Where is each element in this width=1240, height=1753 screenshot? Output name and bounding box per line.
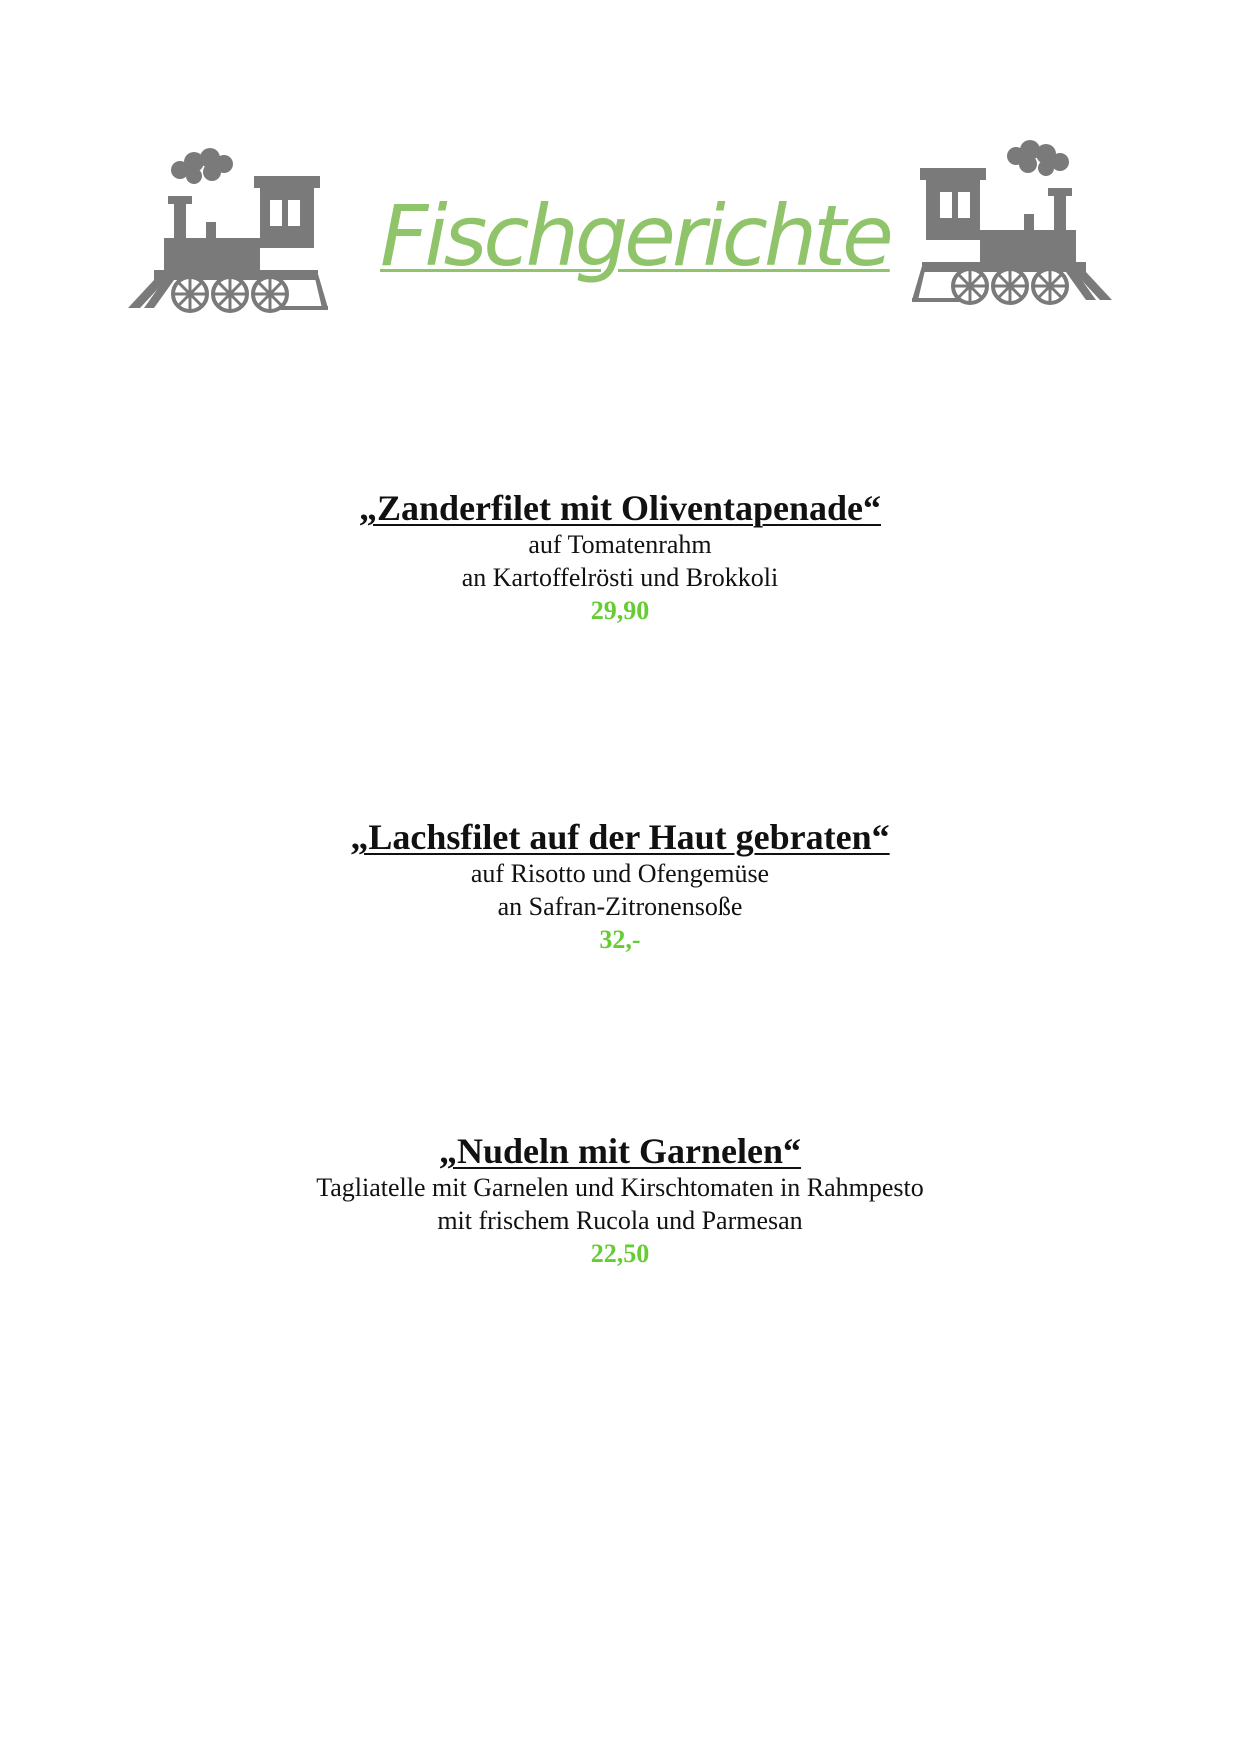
dish-name: „Lachsfilet auf der Haut gebraten“ [350, 817, 890, 857]
dish-description: an Safran-Zitronensoße [497, 892, 743, 921]
dish-description: an Kartoffelrösti und Brokkoli [461, 563, 779, 592]
dish-price: 29,90 [590, 596, 650, 625]
menu-header [0, 0, 1240, 340]
menu-item [0, 1131, 1240, 1270]
dish-name: „Nudeln mit Garnelen“ [438, 1131, 801, 1171]
dish-description: auf Tomatenrahm [528, 530, 712, 559]
dish-description: auf Risotto und Ofengemüse [470, 859, 770, 888]
dish-price: 32,- [599, 925, 641, 954]
menu-item [0, 488, 1240, 627]
dish-description: mit frischem Rucola und Parmesan [437, 1206, 803, 1235]
dish-description: Tagliatelle mit Garnelen und Kirschtomaten in Rahmpesto [316, 1173, 924, 1202]
steam-locomotive-icon [912, 130, 1112, 310]
page-title: Fischgerichte [380, 187, 890, 285]
dish-name: „Zanderfilet mit Oliventapenade“ [359, 488, 881, 528]
steam-locomotive-icon [128, 138, 328, 318]
menu-item [0, 817, 1240, 956]
dish-price: 22,50 [590, 1239, 650, 1268]
